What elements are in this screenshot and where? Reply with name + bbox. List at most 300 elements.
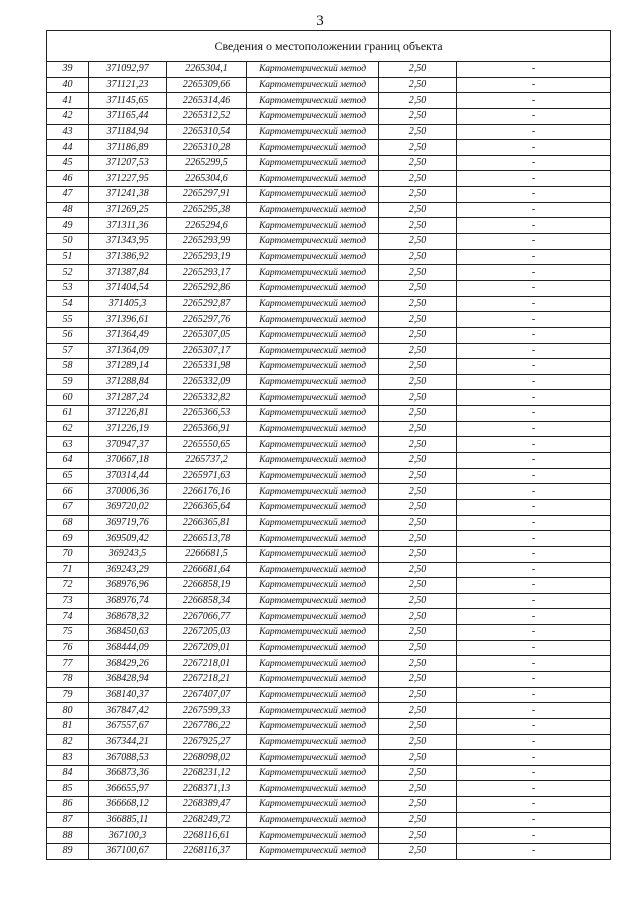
- table-row: [47, 202, 611, 218]
- point-number-cell: 53: [47, 280, 89, 296]
- method-cell: Картометрический метод: [247, 93, 379, 109]
- x-coordinate-cell: 368428,94: [89, 671, 167, 687]
- accuracy-cell: 2,50: [379, 828, 457, 844]
- point-number-cell: 59: [47, 374, 89, 390]
- y-coordinate-cell: 2265307,05: [167, 327, 247, 343]
- note-cell: -: [457, 515, 611, 531]
- note-cell: -: [457, 844, 611, 860]
- y-coordinate-cell: 2268231,12: [167, 765, 247, 781]
- x-coordinate-cell: 369509,42: [89, 531, 167, 547]
- note-cell: -: [457, 609, 611, 625]
- table-row: [47, 124, 611, 140]
- table-row: [47, 374, 611, 390]
- method-cell: Картометрический метод: [247, 828, 379, 844]
- note-cell: -: [457, 453, 611, 469]
- method-cell: Картометрический метод: [247, 687, 379, 703]
- x-coordinate-cell: 366885,11: [89, 812, 167, 828]
- y-coordinate-cell: 2265297,76: [167, 312, 247, 328]
- method-cell: Картометрический метод: [247, 797, 379, 813]
- accuracy-cell: 2,50: [379, 374, 457, 390]
- table-row: [47, 265, 611, 281]
- x-coordinate-cell: 371186,89: [89, 140, 167, 156]
- x-coordinate-cell: 370667,18: [89, 453, 167, 469]
- note-cell: -: [457, 280, 611, 296]
- x-coordinate-cell: 368444,09: [89, 640, 167, 656]
- table-row: [47, 359, 611, 375]
- accuracy-cell: 2,50: [379, 280, 457, 296]
- method-cell: Картометрический метод: [247, 234, 379, 250]
- x-coordinate-cell: 371387,84: [89, 265, 167, 281]
- method-cell: Картометрический метод: [247, 593, 379, 609]
- method-cell: Картометрический метод: [247, 750, 379, 766]
- y-coordinate-cell: 2267925,27: [167, 734, 247, 750]
- point-number-cell: 78: [47, 671, 89, 687]
- accuracy-cell: 2,50: [379, 155, 457, 171]
- point-number-cell: 55: [47, 312, 89, 328]
- note-cell: -: [457, 734, 611, 750]
- table-row: [47, 546, 611, 562]
- table-row: [47, 609, 611, 625]
- note-cell: -: [457, 265, 611, 281]
- note-cell: -: [457, 108, 611, 124]
- accuracy-cell: 2,50: [379, 578, 457, 594]
- method-cell: Картометрический метод: [247, 343, 379, 359]
- y-coordinate-cell: 2265304,1: [167, 62, 247, 78]
- point-number-cell: 56: [47, 327, 89, 343]
- accuracy-cell: 2,50: [379, 687, 457, 703]
- point-number-cell: 81: [47, 718, 89, 734]
- accuracy-cell: 2,50: [379, 312, 457, 328]
- table-row: [47, 187, 611, 203]
- point-number-cell: 71: [47, 562, 89, 578]
- accuracy-cell: 2,50: [379, 406, 457, 422]
- y-coordinate-cell: 2268116,61: [167, 828, 247, 844]
- x-coordinate-cell: 371396,61: [89, 312, 167, 328]
- accuracy-cell: 2,50: [379, 609, 457, 625]
- table-row: [47, 343, 611, 359]
- accuracy-cell: 2,50: [379, 421, 457, 437]
- table-row: [47, 93, 611, 109]
- x-coordinate-cell: 367557,67: [89, 718, 167, 734]
- boundary-points-table: [46, 30, 611, 860]
- y-coordinate-cell: 2268371,13: [167, 781, 247, 797]
- y-coordinate-cell: 2265297,91: [167, 187, 247, 203]
- note-cell: -: [457, 671, 611, 687]
- point-number-cell: 41: [47, 93, 89, 109]
- accuracy-cell: 2,50: [379, 640, 457, 656]
- table-row: [47, 812, 611, 828]
- table-row: [47, 155, 611, 171]
- x-coordinate-cell: 371311,36: [89, 218, 167, 234]
- table-row: [47, 640, 611, 656]
- table-row: [47, 312, 611, 328]
- accuracy-cell: 2,50: [379, 812, 457, 828]
- x-coordinate-cell: 367100,67: [89, 844, 167, 860]
- accuracy-cell: 2,50: [379, 468, 457, 484]
- method-cell: Картометрический метод: [247, 171, 379, 187]
- note-cell: -: [457, 62, 611, 78]
- table-row: [47, 562, 611, 578]
- x-coordinate-cell: 369243,29: [89, 562, 167, 578]
- point-number-cell: 46: [47, 171, 89, 187]
- y-coordinate-cell: 2265307,17: [167, 343, 247, 359]
- x-coordinate-cell: 371404,54: [89, 280, 167, 296]
- point-number-cell: 73: [47, 593, 89, 609]
- table-row: [47, 531, 611, 547]
- accuracy-cell: 2,50: [379, 625, 457, 641]
- note-cell: -: [457, 468, 611, 484]
- method-cell: Картометрический метод: [247, 499, 379, 515]
- method-cell: Картометрический метод: [247, 812, 379, 828]
- x-coordinate-cell: 371121,23: [89, 77, 167, 93]
- y-coordinate-cell: 2268098,02: [167, 750, 247, 766]
- accuracy-cell: 2,50: [379, 202, 457, 218]
- method-cell: Картометрический метод: [247, 640, 379, 656]
- y-coordinate-cell: 2267218,21: [167, 671, 247, 687]
- note-cell: -: [457, 625, 611, 641]
- table-row: [47, 296, 611, 312]
- method-cell: Картометрический метод: [247, 280, 379, 296]
- table-row: [47, 390, 611, 406]
- table-row: [47, 108, 611, 124]
- table-row: [47, 671, 611, 687]
- y-coordinate-cell: 2265310,28: [167, 140, 247, 156]
- accuracy-cell: 2,50: [379, 171, 457, 187]
- y-coordinate-cell: 2265292,86: [167, 280, 247, 296]
- point-number-cell: 86: [47, 797, 89, 813]
- point-number-cell: 49: [47, 218, 89, 234]
- point-number-cell: 40: [47, 77, 89, 93]
- table-row: [47, 77, 611, 93]
- note-cell: -: [457, 750, 611, 766]
- note-cell: -: [457, 155, 611, 171]
- x-coordinate-cell: 369720,02: [89, 499, 167, 515]
- point-number-cell: 68: [47, 515, 89, 531]
- note-cell: -: [457, 140, 611, 156]
- method-cell: Картометрический метод: [247, 374, 379, 390]
- accuracy-cell: 2,50: [379, 296, 457, 312]
- table-row: [47, 437, 611, 453]
- accuracy-cell: 2,50: [379, 187, 457, 203]
- method-cell: Картометрический метод: [247, 155, 379, 171]
- x-coordinate-cell: 367344,21: [89, 734, 167, 750]
- table-row: [47, 765, 611, 781]
- method-cell: Картометрический метод: [247, 218, 379, 234]
- accuracy-cell: 2,50: [379, 327, 457, 343]
- note-cell: -: [457, 797, 611, 813]
- table-row: [47, 484, 611, 500]
- point-number-cell: 61: [47, 406, 89, 422]
- x-coordinate-cell: 371241,38: [89, 187, 167, 203]
- y-coordinate-cell: 2267066,77: [167, 609, 247, 625]
- point-number-cell: 62: [47, 421, 89, 437]
- method-cell: Картометрический метод: [247, 140, 379, 156]
- point-number-cell: 84: [47, 765, 89, 781]
- y-coordinate-cell: 2265332,09: [167, 374, 247, 390]
- table-row: [47, 703, 611, 719]
- accuracy-cell: 2,50: [379, 124, 457, 140]
- accuracy-cell: 2,50: [379, 750, 457, 766]
- x-coordinate-cell: 371092,97: [89, 62, 167, 78]
- table-row: [47, 327, 611, 343]
- note-cell: -: [457, 406, 611, 422]
- note-cell: -: [457, 687, 611, 703]
- note-cell: -: [457, 312, 611, 328]
- table-row: [47, 249, 611, 265]
- method-cell: Картометрический метод: [247, 718, 379, 734]
- accuracy-cell: 2,50: [379, 703, 457, 719]
- method-cell: Картометрический метод: [247, 765, 379, 781]
- note-cell: -: [457, 202, 611, 218]
- section-title: Сведения о местоположении границ объекта: [47, 31, 611, 62]
- y-coordinate-cell: 2265312,52: [167, 108, 247, 124]
- method-cell: Картометрический метод: [247, 531, 379, 547]
- y-coordinate-cell: 2267218,01: [167, 656, 247, 672]
- y-coordinate-cell: 2265309,66: [167, 77, 247, 93]
- method-cell: Картометрический метод: [247, 406, 379, 422]
- accuracy-cell: 2,50: [379, 781, 457, 797]
- x-coordinate-cell: 367100,3: [89, 828, 167, 844]
- y-coordinate-cell: 2268249,72: [167, 812, 247, 828]
- y-coordinate-cell: 2265366,53: [167, 406, 247, 422]
- accuracy-cell: 2,50: [379, 77, 457, 93]
- y-coordinate-cell: 2266176,16: [167, 484, 247, 500]
- point-number-cell: 70: [47, 546, 89, 562]
- accuracy-cell: 2,50: [379, 343, 457, 359]
- point-number-cell: 57: [47, 343, 89, 359]
- accuracy-cell: 2,50: [379, 734, 457, 750]
- accuracy-cell: 2,50: [379, 531, 457, 547]
- y-coordinate-cell: 2267786,22: [167, 718, 247, 734]
- method-cell: Картометрический метод: [247, 62, 379, 78]
- accuracy-cell: 2,50: [379, 234, 457, 250]
- x-coordinate-cell: 371165,44: [89, 108, 167, 124]
- table-row: [47, 499, 611, 515]
- point-number-cell: 69: [47, 531, 89, 547]
- x-coordinate-cell: 368678,32: [89, 609, 167, 625]
- method-cell: Картометрический метод: [247, 312, 379, 328]
- point-number-cell: 44: [47, 140, 89, 156]
- method-cell: Картометрический метод: [247, 187, 379, 203]
- table-row: [47, 218, 611, 234]
- accuracy-cell: 2,50: [379, 765, 457, 781]
- method-cell: Картометрический метод: [247, 453, 379, 469]
- y-coordinate-cell: 2265310,54: [167, 124, 247, 140]
- table-row: [47, 734, 611, 750]
- table-row: [47, 140, 611, 156]
- table-row: [47, 62, 611, 78]
- y-coordinate-cell: 2268116,37: [167, 844, 247, 860]
- x-coordinate-cell: 368976,96: [89, 578, 167, 594]
- note-cell: -: [457, 703, 611, 719]
- note-cell: -: [457, 437, 611, 453]
- y-coordinate-cell: 2265293,19: [167, 249, 247, 265]
- accuracy-cell: 2,50: [379, 140, 457, 156]
- table-row: [47, 171, 611, 187]
- method-cell: Картометрический метод: [247, 296, 379, 312]
- table-row: [47, 593, 611, 609]
- point-number-cell: 83: [47, 750, 89, 766]
- method-cell: Картометрический метод: [247, 734, 379, 750]
- method-cell: Картометрический метод: [247, 671, 379, 687]
- point-number-cell: 52: [47, 265, 89, 281]
- x-coordinate-cell: 369243,5: [89, 546, 167, 562]
- accuracy-cell: 2,50: [379, 797, 457, 813]
- note-cell: -: [457, 421, 611, 437]
- point-number-cell: 85: [47, 781, 89, 797]
- point-number-cell: 48: [47, 202, 89, 218]
- table-row: [47, 687, 611, 703]
- y-coordinate-cell: 2266365,81: [167, 515, 247, 531]
- table-row: [47, 515, 611, 531]
- method-cell: Картометрический метод: [247, 609, 379, 625]
- note-cell: -: [457, 531, 611, 547]
- x-coordinate-cell: 371227,95: [89, 171, 167, 187]
- y-coordinate-cell: 2265294,6: [167, 218, 247, 234]
- accuracy-cell: 2,50: [379, 671, 457, 687]
- y-coordinate-cell: 2265366,91: [167, 421, 247, 437]
- accuracy-cell: 2,50: [379, 546, 457, 562]
- x-coordinate-cell: 371288,84: [89, 374, 167, 390]
- method-cell: Картометрический метод: [247, 390, 379, 406]
- point-number-cell: 87: [47, 812, 89, 828]
- x-coordinate-cell: 366655,97: [89, 781, 167, 797]
- accuracy-cell: 2,50: [379, 656, 457, 672]
- note-cell: -: [457, 578, 611, 594]
- y-coordinate-cell: 2265550,65: [167, 437, 247, 453]
- table-row: [47, 625, 611, 641]
- y-coordinate-cell: 2265737,2: [167, 453, 247, 469]
- point-number-cell: 64: [47, 453, 89, 469]
- table-row: [47, 828, 611, 844]
- point-number-cell: 66: [47, 484, 89, 500]
- x-coordinate-cell: 371386,92: [89, 249, 167, 265]
- method-cell: Картометрический метод: [247, 77, 379, 93]
- note-cell: -: [457, 390, 611, 406]
- note-cell: -: [457, 484, 611, 500]
- y-coordinate-cell: 2265314,46: [167, 93, 247, 109]
- method-cell: Картометрический метод: [247, 327, 379, 343]
- point-number-cell: 58: [47, 359, 89, 375]
- y-coordinate-cell: 2265295,38: [167, 202, 247, 218]
- accuracy-cell: 2,50: [379, 437, 457, 453]
- x-coordinate-cell: 371226,81: [89, 406, 167, 422]
- method-cell: Картометрический метод: [247, 202, 379, 218]
- point-number-cell: 45: [47, 155, 89, 171]
- point-number-cell: 65: [47, 468, 89, 484]
- x-coordinate-cell: 371289,14: [89, 359, 167, 375]
- note-cell: -: [457, 327, 611, 343]
- method-cell: Картометрический метод: [247, 484, 379, 500]
- point-number-cell: 50: [47, 234, 89, 250]
- method-cell: Картометрический метод: [247, 468, 379, 484]
- x-coordinate-cell: 371207,53: [89, 155, 167, 171]
- y-coordinate-cell: 2267205,03: [167, 625, 247, 641]
- accuracy-cell: 2,50: [379, 249, 457, 265]
- x-coordinate-cell: 371226,19: [89, 421, 167, 437]
- x-coordinate-cell: 369719,76: [89, 515, 167, 531]
- y-coordinate-cell: 2267599,33: [167, 703, 247, 719]
- x-coordinate-cell: 371343,95: [89, 234, 167, 250]
- method-cell: Картометрический метод: [247, 265, 379, 281]
- x-coordinate-cell: 371269,25: [89, 202, 167, 218]
- table-row: [47, 468, 611, 484]
- note-cell: -: [457, 593, 611, 609]
- point-number-cell: 47: [47, 187, 89, 203]
- note-cell: -: [457, 187, 611, 203]
- y-coordinate-cell: 2267209,01: [167, 640, 247, 656]
- accuracy-cell: 2,50: [379, 718, 457, 734]
- y-coordinate-cell: 2265299,5: [167, 155, 247, 171]
- point-number-cell: 63: [47, 437, 89, 453]
- table-row: [47, 750, 611, 766]
- accuracy-cell: 2,50: [379, 93, 457, 109]
- table-row: [47, 578, 611, 594]
- x-coordinate-cell: 371184,94: [89, 124, 167, 140]
- point-number-cell: 67: [47, 499, 89, 515]
- table-row: [47, 844, 611, 860]
- x-coordinate-cell: 366873,36: [89, 765, 167, 781]
- point-number-cell: 72: [47, 578, 89, 594]
- note-cell: -: [457, 218, 611, 234]
- point-number-cell: 74: [47, 609, 89, 625]
- x-coordinate-cell: 368429,26: [89, 656, 167, 672]
- accuracy-cell: 2,50: [379, 515, 457, 531]
- y-coordinate-cell: 2266681,5: [167, 546, 247, 562]
- point-number-cell: 54: [47, 296, 89, 312]
- point-number-cell: 75: [47, 625, 89, 641]
- accuracy-cell: 2,50: [379, 62, 457, 78]
- point-number-cell: 88: [47, 828, 89, 844]
- method-cell: Картометрический метод: [247, 515, 379, 531]
- note-cell: -: [457, 781, 611, 797]
- point-number-cell: 42: [47, 108, 89, 124]
- table-row: [47, 280, 611, 296]
- note-cell: -: [457, 828, 611, 844]
- x-coordinate-cell: 370006,36: [89, 484, 167, 500]
- y-coordinate-cell: 2265292,87: [167, 296, 247, 312]
- note-cell: -: [457, 93, 611, 109]
- method-cell: Картометрический метод: [247, 124, 379, 140]
- point-number-cell: 39: [47, 62, 89, 78]
- y-coordinate-cell: 2266513,78: [167, 531, 247, 547]
- x-coordinate-cell: 367847,42: [89, 703, 167, 719]
- y-coordinate-cell: 2266858,19: [167, 578, 247, 594]
- accuracy-cell: 2,50: [379, 562, 457, 578]
- table-row: [47, 421, 611, 437]
- note-cell: -: [457, 77, 611, 93]
- method-cell: Картометрический метод: [247, 703, 379, 719]
- point-number-cell: 43: [47, 124, 89, 140]
- y-coordinate-cell: 2266858,34: [167, 593, 247, 609]
- point-number-cell: 51: [47, 249, 89, 265]
- accuracy-cell: 2,50: [379, 108, 457, 124]
- x-coordinate-cell: 371364,09: [89, 343, 167, 359]
- accuracy-cell: 2,50: [379, 484, 457, 500]
- table-row: [47, 406, 611, 422]
- y-coordinate-cell: 2266365,64: [167, 499, 247, 515]
- table-row: [47, 718, 611, 734]
- note-cell: -: [457, 374, 611, 390]
- note-cell: -: [457, 765, 611, 781]
- y-coordinate-cell: 2267407,07: [167, 687, 247, 703]
- point-number-cell: 77: [47, 656, 89, 672]
- note-cell: -: [457, 296, 611, 312]
- point-number-cell: 76: [47, 640, 89, 656]
- y-coordinate-cell: 2266681,64: [167, 562, 247, 578]
- table-row: [47, 453, 611, 469]
- note-cell: -: [457, 656, 611, 672]
